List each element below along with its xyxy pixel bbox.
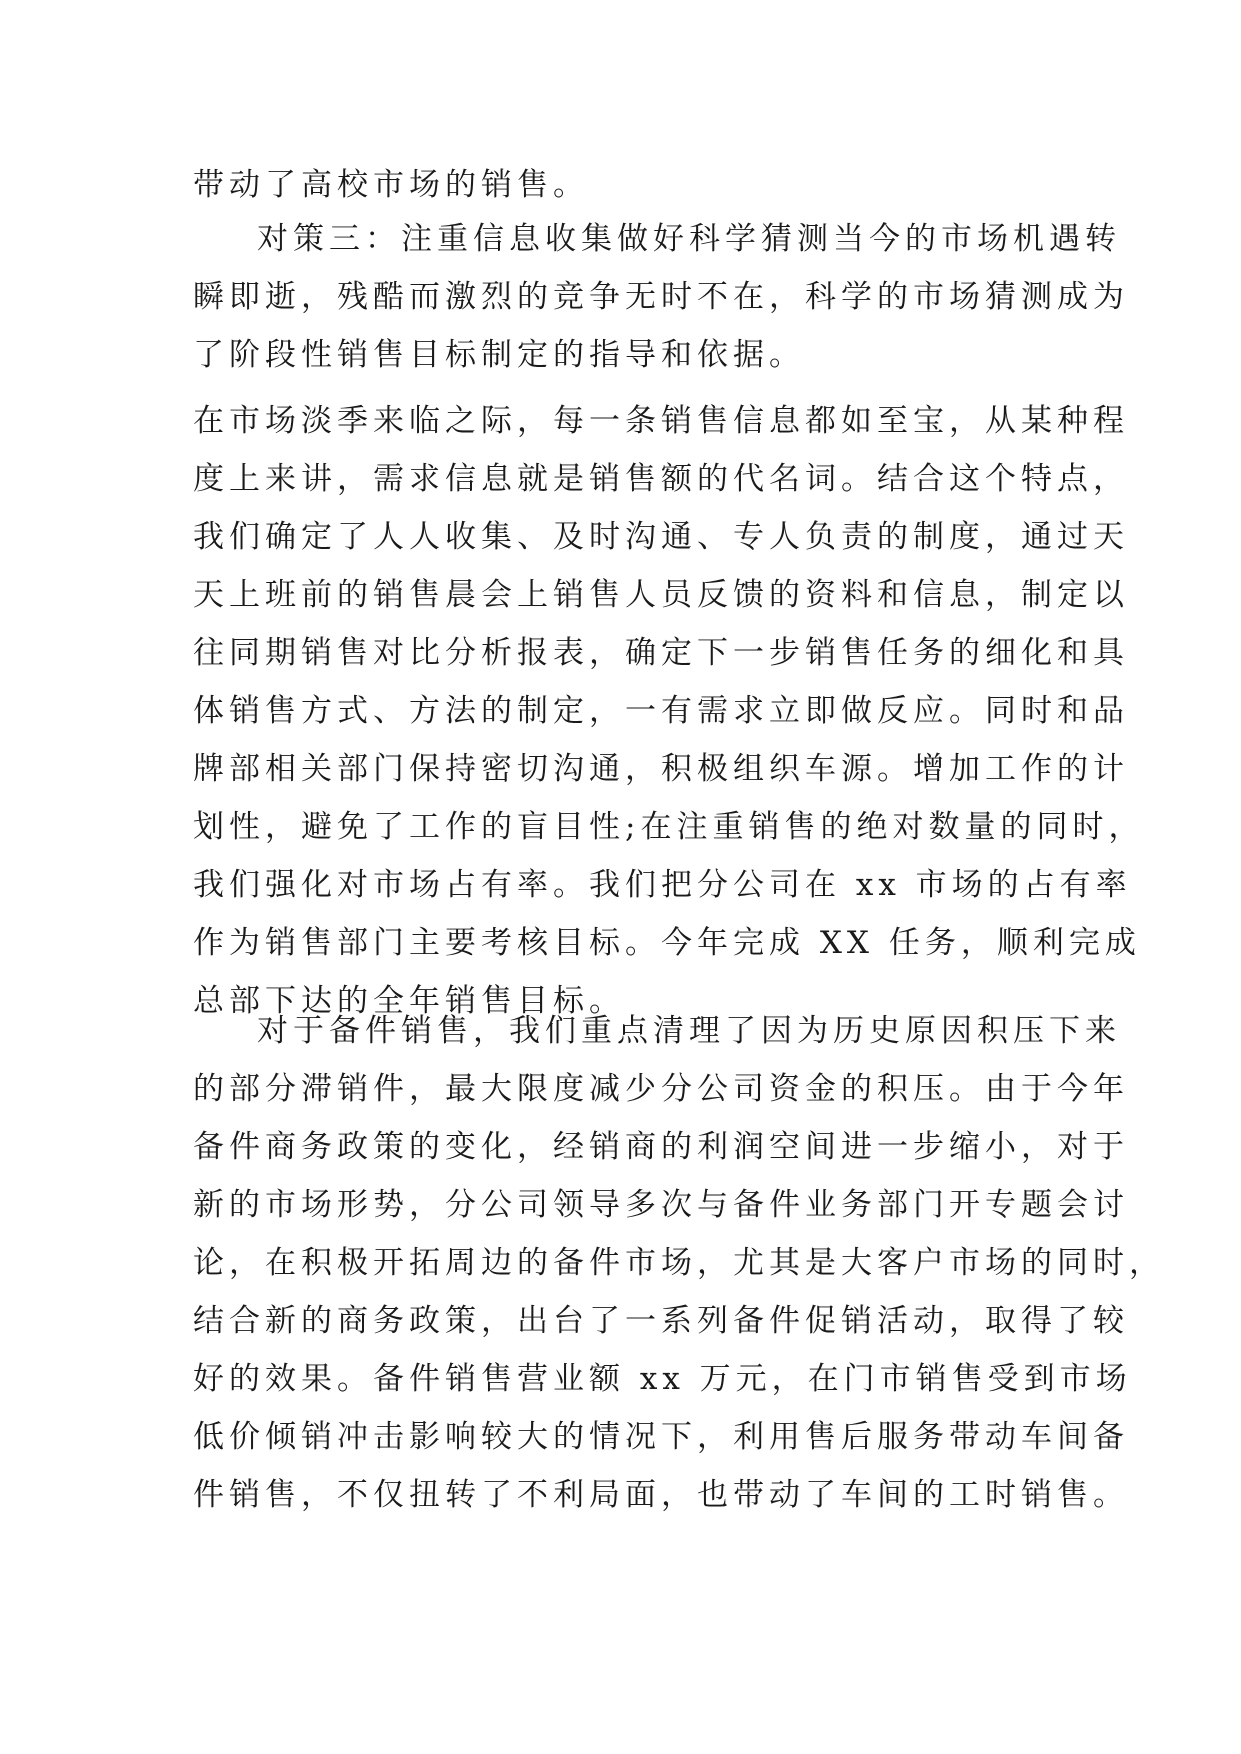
text-line: 带动了高校市场的销售。: [193, 167, 589, 203]
text-line: 瞬即逝，残酷而激烈的竞争无时不在，科学的市场猜测成为: [193, 279, 1129, 315]
text-line: 备件商务政策的变化，经销商的利润空间进一步缩小，对于: [193, 1129, 1129, 1165]
text-line: 体销售方式、方法的制定，一有需求立即做反应。同时和品: [193, 693, 1129, 729]
text-line: 件销售，不仅扭转了不利局面，也带动了车间的工时销售。: [193, 1477, 1129, 1513]
text-line: 度上来讲，需求信息就是销售额的代名词。结合这个特点，: [193, 461, 1129, 497]
text-line: 低价倾销冲击影响较大的情况下，利用售后服务带动车间备: [193, 1419, 1129, 1455]
text-line: 我们确定了人人收集、及时沟通、专人负责的制度，通过天: [193, 519, 1129, 555]
text-line: 好的效果。备件销售营业额 xx 万元，在门市销售受到市场: [193, 1361, 1132, 1397]
paragraph-sales-information: [193, 392, 1145, 1030]
text-line: 对于备件销售，我们重点清理了因为历史原因积压下来: [257, 1013, 1121, 1049]
text-line: 作为销售部门主要考核目标。今年完成 XX 任务，顺利完成: [193, 925, 1141, 961]
text-line: 我们强化对市场占有率。我们把分公司在 xx 市场的占有率: [193, 867, 1132, 903]
text-line: 牌部相关部门保持密切沟通，积极组织车源。增加工作的计: [193, 751, 1129, 787]
text-line: 往同期销售对比分析报表，确定下一步销售任务的细化和具: [193, 635, 1129, 671]
text-line: 结合新的商务政策，出台了一系列备件促销活动，取得了较: [193, 1303, 1129, 1339]
text-line: 对策三：注重信息收集做好科学猜测当今的市场机遇转: [257, 221, 1121, 257]
text-line: 的部分滞销件，最大限度减少分公司资金的积压。由于今年: [193, 1071, 1129, 1107]
paragraph-strategy-three: [193, 210, 1129, 384]
text-line: 总部下达的全年销售目标。: [193, 983, 625, 1019]
text-line: 新的市场形势，分公司领导多次与备件业务部门开专题会讨: [193, 1187, 1129, 1223]
text-line: 天上班前的销售晨会上销售人员反馈的资料和信息，制定以: [193, 577, 1129, 613]
text-line: 论，在积极开拓周边的备件市场，尤其是大客户市场的同时，: [193, 1245, 1165, 1281]
text-line: 了阶段性销售目标制定的指导和依据。: [193, 337, 805, 373]
paragraph-parts-sales: [193, 1002, 1165, 1524]
text-line: 划性，避免了工作的盲目性;在注重销售的绝对数量的同时，: [193, 809, 1145, 845]
text-line: 在市场淡季来临之际，每一条销售信息都如至宝，从某种程: [193, 403, 1129, 439]
paragraph-continuation: [193, 156, 1063, 214]
